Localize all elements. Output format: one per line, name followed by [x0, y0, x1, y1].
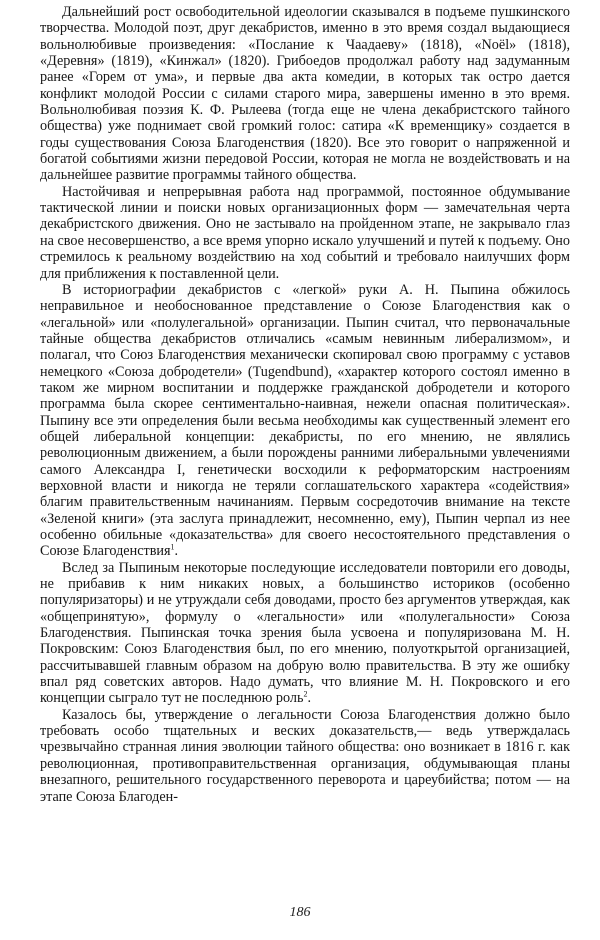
- paragraph-text: В историографии декабристов с «легкой» руки А. Н. Пыпина обжилось неправильное и необоснованное представление о Союзе Благоденствия как о «легальной» или «полулегальной» организации. Пыпин считал, что первоначальные тайные общества декабристов отличались «самым невинным либерализмом», и полагал, что Союз Благоденствия механически скопировал свою программу с уставов немецкого «Союза добродетели» (Tugendbund), «характер которого состоял именно в таком же мирном воспитании и поддержке гражданской добродетели и которого программа была скорее сентиментально-наивная, нежели опасная политическая». Пыпину все эти определения были весьма необходимы как существенный элемент его общей либеральной концепции: декабристы, по его мнению, не являлись революционным движением, а были порождены ранними либеральными увлечениями самого Александра I, генетически восходили к реформаторским настроениям верховной власти и никогда не теряли соглашательского характера «содействия» благим правительственным начинаниям. Первым сосредоточив внимание на тексте «Зеленой книги» (эта заслуга принадлежит, несомненно, ему), Пыпин черпал из нее особенно обильные «доказательства» для своего несостоятельного представления о Союзе Благоденствия: [40, 281, 570, 560]
- paragraph-pushkin-decembrists: [40, 4, 570, 184]
- paragraph-text: Вслед за Пыпиным некоторые последующие исследователи повторили его доводы, не прибавив к ним никаких новых, а большинство историков (особенно популяризаторы) и не утруждали себя доводами, просто без аргументов утверждая, как «общепринятую», формулу о «легальности» или «полулегальности» Союза Благоденствия. Пыпинская точка зрения была усвоена и популяризована М. Н. Покровским: Союз Благоденствия был, по его мнению, полуоткрытой организацией, рассчитывавшей главным образом на добрую волю правительства. В эту же ошибку впал ряд советских авторов. Надо думать, что влияние М. Н. Покровского и его концепции сыграло тут не последнюю роль: [40, 559, 570, 707]
- paragraph-text: Дальнейший рост освободительной идеологии сказывался в подъеме пушкинского творчества. Молодой поэт, друг декабристов, именно в это время создал выдающиеся вольнолюбивые произведения: «Послание к Чаадаеву» (1818), «Noël» (1818), «Деревня» (1819), «Кинжал» (1820). Грибоедов продолжал работу над задуманным ранее «Горем от ума», и первые два акта комедии, в которых так остро дается конфликт молодой России с силами старого мира, завершены именно в это время. Вольнолюбивая поэзия К. Ф. Рылеева (тогда еще не члена декабристского тайного общества) уже поднимает свой громкий голос: сатира «К временщику» создается в годы существования Союза Благоденствия (1820). Все это говорит о напряженной и богатой событиями жизни передовой России, которая не могла не воздействовать и на дальнейшее развитие программы тайного общества.: [40, 4, 570, 184]
- paragraph-legality-claim: [40, 707, 570, 805]
- paragraph-text: Настойчивая и непрерывная работа над программой, постоянное обдумывание тактической линии и поиски новых организационных форм — замечательная черта декабристского движения. Оно не застывало на пройденном этапе, не закрывало глаз на свое несовершенство, а все время упорно искало улучшений и путей к подъему. Оно стремилось к реальному воздействию на ход событий и требовало наилучших форм для приближения к поставленной цели.: [40, 183, 570, 282]
- paragraph-program-work: [40, 184, 570, 282]
- paragraph-pypin-historiography: В историографии декабристов с «легкой» руки А. Н. Пыпина обжилось неправильное и необоснованное представление о Союзе Благоденствия как о «легальной» или «полулегальной» организации. Пыпин считал, что первоначальные тайные общества декабристов отличались «самым невинным либерализмом», и полагал, что Союз Благоденствия механически скопировал свою программу с уставов немецкого «Союза добродетели» (Tugendbund), «характер которого состоял именно в таком же мирном воспитании и поддержке гражданской добродетели и которого программа была скорее сентиментально-наивная, нежели опасная политическая». Пыпину все эти определения были весьма необходимы как существенный элемент его общей либеральной концепции: декабристы, по его мнению, не являлись революционным движением, а были порождены ранними либеральными увлечениями самого Александра I, генетически восходили к реформаторским настроениям верховной власти и никогда не теряли соглашательского характера «содействия» благим правительственным начинаниям. Первым сосредоточив внимание на тексте «Зеленой книги» (эта заслуга принадлежит, несомненно, ему), Пыпин черпал из нее особенно обильные «доказательства» для своего несостоятельного представления о Союзе Благоденствия$^1$.: [40, 281, 570, 560]
- document-page: [40, 4, 570, 805]
- page-number: 186: [289, 905, 311, 920]
- footnote-marker: 1: [170, 542, 175, 552]
- paragraph-text: Казалось бы, утверждение о легальности Союза Благоденствия должно было требовать особо тщательных и веских доказательств,— ведь утверждалась чрезвычайно странная линия эволюции тайного общества: оно возникает в 1816 г. как революционная, противоправительственная организация, обдумывающая планы внезапного, решительного государственного переворота и цареубийства; потом — на этапе Союза Благоден-: [40, 706, 570, 805]
- paragraph-later-researchers: Вслед за Пыпиным некоторые последующие исследователи повторили его доводы, не прибавив к ним никаких новых, а большинство историков (особенно популяризаторы) и не утруждали себя доводами, просто без аргументов утверждая, как «общепринятую», формулу о «легальности» или «полулегальности» Союза Благоденствия. Пыпинская точка зрения была усвоена и популяризована М. Н. Покровским: Союз Благоденствия был, по его мнению, полуоткрытой организацией, рассчитывавшей главным образом на добрую волю правительства. В эту же ошибку впал ряд советских авторов. Надо думать, что влияние М. Н. Покровского и его концепции сыграло тут не последнюю роль$^2$.: [40, 559, 570, 707]
- footnote-marker: 2: [303, 689, 308, 699]
